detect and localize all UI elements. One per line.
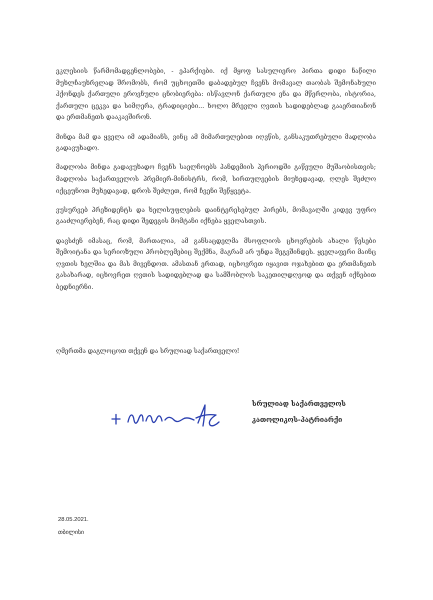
signatory-title <box>252 396 382 428</box>
paragraph-5: დავსძენ იმასაც, რომ, მართალია, ამ განსაცდელმა მსოფლიოს ცხოვრების ახალი წესები შემოიტანა და სერიოზული პრობლემებიც შექმნა, მაგრამ არ უნდა შეგვშინდეს. ყველაფერი მაინც ღვთის ხელშია და მას მივენდოთ. ამასთან ერთად, იცხოვრეთ იყავით ოჯახებით და ერთმანეთს გასახარად, იცხოვრეთ ღვთის სადიდებლად და სამშობლოს საკეთილდღეოდ და თქვენ იქნებით ბედნიერნი. <box>56 237 376 291</box>
closing-blessing: ღმერთმა დაგლოცოთ თქვენ და სრულიად საქართველო! <box>56 348 240 355</box>
signatory-title-line-1: სრულიად საქართველოს <box>252 400 346 408</box>
signature-scribble <box>106 399 228 435</box>
letter-date: 28.05.2021. <box>58 517 89 523</box>
paragraph-4: ვუსურვებ პრეზიდენტს და ხელისუფლების დაინტერესებულ პირებს, მომავალში კიდევ უფრო გააძლიერებენ, რაც დიდი შედეგის მომტანი იქნება ყველასთვის. <box>56 206 376 226</box>
paragraph-3: მადლობა მინდა გადავუხადო ჩვენს საელჩოებს პანდემიის პერიოდში გაწეული მუშაობისთვის; მადლობა საქართველოს პრემიერ-მინისტრს, რომ, სირთულეების მიუხედავად, ღლეს შეძლო იქცეუნოთ მუხედავად, დროს შეძლეთ, რომ ჩვენი შეწყვეტა. <box>56 164 376 195</box>
signatory-title-line-2: კათოლიკოს-პატრიარქი <box>252 416 343 424</box>
paragraph-1: ეკლესიის წარმომადგენლობები, - ეპარქიები. იქ მყოფ სასულიერო პირთა დიდი ნაწილი მუხლჩაუხრელად შრომობს, რომ უცხოეთში დაბადებულ ჩვენს მომავალ თაობას შემონახული ჰქონდეს ქართული ეროვნული ცნობიერება: ისწავლონ ქართული ენა და მწერლობა, ისტორია, ქართული ცეკვა და სიმღერა, ტრადიციები... ხოლო მრევლი ღვთის სადიდებლად გააერთიანონ და ერთმანეთს დააკავშირონ. <box>56 68 376 122</box>
letter-place: თბილისი <box>58 530 84 536</box>
paragraph-2: მინდა მამ და ყველა იმ ადამიანს, ვინც ამ მიმართულებით იღვწის, განსაკუთრებული მადლობა გადავუხადო. <box>56 133 376 153</box>
letter-body <box>56 66 376 301</box>
handwritten-signature <box>106 399 228 435</box>
date-place-block <box>58 514 89 540</box>
